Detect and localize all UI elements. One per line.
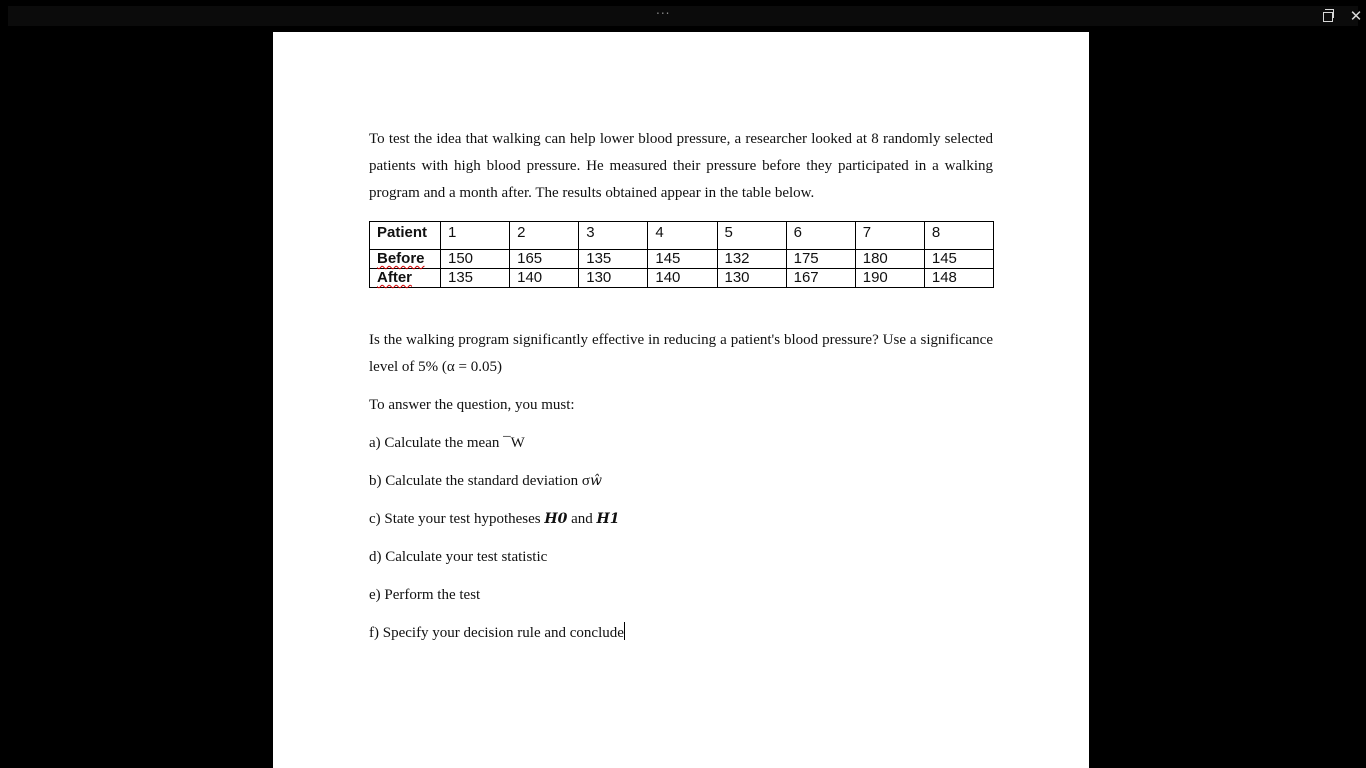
- item-c: c) State your test hypotheses H0 and H1: [369, 511, 620, 527]
- before-value: 165: [510, 250, 579, 269]
- before-value: 150: [441, 250, 510, 269]
- patient-number: 3: [579, 222, 648, 250]
- after-value: 135: [441, 269, 510, 288]
- item-e: e) Perform the test: [369, 587, 481, 603]
- after-value: 148: [924, 269, 993, 288]
- text-cursor: [624, 622, 625, 640]
- more-options-dots[interactable]: ...: [656, 3, 671, 17]
- table-row: [370, 250, 994, 269]
- table-row: [370, 269, 994, 288]
- patient-number: 1: [441, 222, 510, 250]
- window-titlebar: [8, 3, 1363, 26]
- intro-paragraph: To test the idea that walking can help lower blood pressure, a researcher looked at 8 randomly selected patients with high blood pressure. He measured their pressure before they participated in a walking program and a month after. The results obtained appear in the table below.: [369, 131, 993, 201]
- patient-number: 4: [648, 222, 717, 250]
- close-icon[interactable]: ✕: [1349, 7, 1363, 25]
- patient-number: 7: [855, 222, 924, 250]
- document-page[interactable]: [273, 32, 1089, 768]
- patient-header: Patient: [370, 222, 441, 250]
- after-value: 130: [717, 269, 786, 288]
- instructions-lead: To answer the question, you must:: [369, 397, 575, 413]
- h0-symbol: H0: [544, 511, 568, 527]
- after-value: 140: [648, 269, 717, 288]
- before-value: 180: [855, 250, 924, 269]
- w-hat-symbol: ŵ: [589, 473, 602, 489]
- after-value: 130: [579, 269, 648, 288]
- blood-pressure-table: [369, 221, 994, 288]
- document-content[interactable]: [369, 126, 993, 647]
- item-a: a) Calculate the mean ¯W: [369, 435, 525, 451]
- question-paragraph: Is the walking program significantly effective in reducing a patient's blood pressure? Use a significance level of 5% (α = 0.05): [369, 332, 993, 375]
- h1-symbol: H1: [596, 511, 620, 527]
- item-f: f) Specify your decision rule and conclude: [369, 620, 993, 647]
- restore-icon[interactable]: [1320, 8, 1336, 24]
- after-value: 140: [510, 269, 579, 288]
- item-d: d) Calculate your test statistic: [369, 549, 548, 565]
- patient-number: 6: [786, 222, 855, 250]
- patient-number: 5: [717, 222, 786, 250]
- before-value: 135: [579, 250, 648, 269]
- before-label: Before: [370, 250, 441, 269]
- after-value: 167: [786, 269, 855, 288]
- item-b: b) Calculate the standard deviation σŵ: [369, 473, 602, 489]
- before-value: 175: [786, 250, 855, 269]
- after-label: After: [370, 269, 441, 288]
- patient-number: 8: [924, 222, 993, 250]
- after-value: 190: [855, 269, 924, 288]
- before-value: 145: [924, 250, 993, 269]
- table-row: [370, 222, 994, 250]
- before-value: 132: [717, 250, 786, 269]
- before-value: 145: [648, 250, 717, 269]
- patient-number: 2: [510, 222, 579, 250]
